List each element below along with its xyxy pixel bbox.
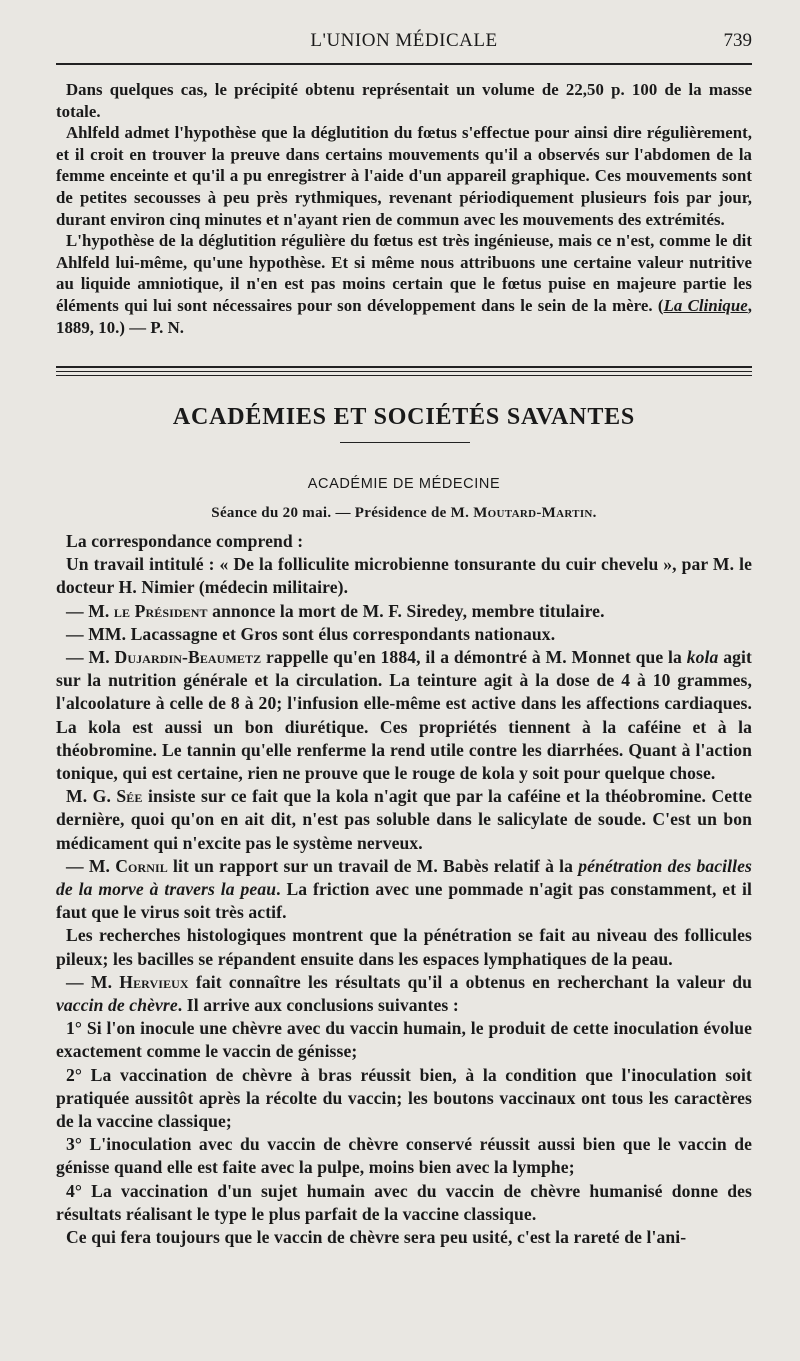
session-prefix: Séance du 20 mai. — Présidence de M.	[211, 505, 470, 521]
dujardin-text-1: rappelle qu'en 1884, il a démontré à M. Monnet que la	[261, 647, 687, 668]
citation-journal: La Clinique	[663, 295, 748, 315]
dujardin-dash: — M.	[66, 647, 115, 668]
hervieux-text-1: fait connaître les résultats qu'il a obtenus en recherchant la valeur du	[188, 971, 752, 992]
see-paragraph	[56, 785, 752, 855]
cornil-paragraph	[56, 855, 752, 925]
running-title: L'UNION MÉDICALE	[310, 30, 498, 51]
cornil-text-1: lit un rapport sur un travail de M. Babès relatif à la	[167, 855, 579, 876]
hypothese-text: L'hypothèse de la déglutition régulière du fœtus est très ingénieuse, mais ce n'est, comme le dit Ahlfeld lui-même, qu'une hypothèse. Et si même nous attribuons une certaine valeur nutritive au liquide amniotique, il n'en est pas moins certain que le fœtus puise en majeure partie les éléments qui lui sont nécessaires pour son développement dans le sein de la mère. (	[56, 231, 752, 315]
cornil-title: pénétration des bacilles de la morve à travers la peau	[56, 855, 752, 900]
dujardin-name: Dujardin-Beaumetz	[114, 647, 262, 668]
hervieux-name: Hervieux	[119, 971, 189, 992]
session-president: Moutard-Martin.	[473, 505, 597, 521]
citation-rest: , 1889, 10.) — P. N.	[56, 295, 752, 337]
hervieux-dash: — M.	[66, 971, 120, 992]
correspondance-item: Un travail intitulé : « De la folliculite microbienne tonsurante du cuir chevelu », par M. le docteur H. Nimier (médecin militaire).	[56, 554, 752, 598]
conclusion-3: 3° L'inoculation avec du vaccin de chèvre conservé réussit aussi bien que le vaccin de génisse quand elle est faite avec la pulpe, moins bien avec la lymphe;	[56, 1134, 752, 1178]
see-text: insiste sur ce fait que la kola n'agit que par la caféine et la théobromine. Cette dernière, quoi qu'on en ait dit, n'est pas soluble dans le salicylate de soude. C'est un bon médicament qui n'excite pas le système nerveux.	[56, 786, 752, 853]
session-report	[56, 530, 752, 1249]
cornil-dash: — M.	[66, 855, 116, 876]
page-number: 739	[723, 30, 752, 51]
section-rule-third	[56, 375, 752, 376]
president-announcement	[56, 600, 752, 623]
conclusion-1: 1° Si l'on inocule une chèvre avec du vaccin humain, le produit de cette inoculation évolue exactement comme le vaccin de génisse;	[56, 1018, 752, 1062]
paragraph-precipite: Dans quelques cas, le précipité obtenu représentait un volume de 22,50 p. 100 de la masse totale.	[56, 80, 752, 121]
hervieux-text-2: . Il arrive aux conclusions suivantes :	[177, 995, 459, 1016]
hervieux-paragraph	[56, 971, 752, 1017]
cornil-name: Cornil	[115, 855, 168, 876]
academy-name: ACADÉMIE DE MÉDECINE	[307, 476, 501, 492]
title-underline	[340, 442, 470, 443]
session-line	[56, 505, 752, 522]
announce-text: annonce la mort de M. F. Siredey, membre titulaire.	[207, 600, 605, 621]
see-prefix: M. G.	[66, 786, 117, 807]
paragraph-hypothese	[56, 230, 752, 338]
announce-dash: — M.	[66, 600, 114, 621]
section-rule-bottom	[56, 371, 752, 372]
dujardin-paragraph	[56, 646, 752, 785]
conclusion-4: 4° La vaccination d'un sujet humain avec du vaccin de chèvre humanisé donne des résultats réalisant le type le plus parfait de la vaccine classique.	[56, 1180, 752, 1224]
article-continuation	[56, 79, 752, 338]
see-name: Sée	[116, 786, 143, 807]
page-header	[56, 30, 752, 56]
kola-italic: kola	[686, 647, 719, 668]
section-rule-top	[56, 366, 752, 368]
correspondance-intro: La correspondance comprend :	[66, 531, 304, 551]
president-title: le Président	[113, 600, 208, 621]
paragraph-ahlfeld: Ahlfeld admet l'hypothèse que la déglutition du fœtus s'effectue pour ainsi dire régulièrement, et il croit en trouver la preuve dans certains mouvements qu'il a observés sur l'abdomen de la femme enceinte et qu'il a pu enregistrer à l'aide d'un appareil graphique. Ces mouvements sont de petites secousses à peu près rythmiques, revenant périodiquement plusieurs fois par jour, durant environ cinq minutes et n'ayant rien de commun avec les mouvements des extrémités.	[56, 123, 752, 229]
header-rule	[56, 63, 752, 65]
recherches-paragraph: Les recherches histologiques montrent que la pénétration se fait au niveau des follicules pileux; les bacilles se répandent ensuite dans les espaces lymphatiques de la peau.	[56, 925, 752, 969]
elected-correspondents: — MM. Lacassagne et Gros sont élus correspondants nationaux.	[66, 623, 556, 644]
cornil-text-2: . La friction avec une pommade n'agit pas constamment, et il faut que le virus soit très actif.	[56, 879, 752, 923]
vaccin-chevre-italic: vaccin de chèvre	[56, 995, 178, 1016]
conclusion-2: 2° La vaccination de chèvre à bras réussit bien, à la condition que l'inoculation soit pratiquée aussitôt après la récolte du vaccin; les boutons vaccinaux ont tous les caractères de la vaccine classique;	[56, 1064, 752, 1132]
dujardin-text-2: agit sur la nutrition générale et la circulation. La teinture agit à la dose de 4 à 10 grammes, l'alcoolature à celle de 8 à 20; l'infusion elle-même est active dans les affections cardiaques. La kola est aussi un bon diurétique. Ces propriétés tiennent à la caféine et à la théobromine. Le tannin qu'elle renferme la rend utile contre les diarrhées. Quant à l'action tonique, qui est certaine, rien ne prouve que le rouge de kola y soit pour quelque chose.	[56, 647, 752, 784]
section-title: ACADÉMIES ET SOCIÉTÉS SAVANTES	[172, 404, 636, 430]
final-line: Ce qui fera toujours que le vaccin de chèvre sera peu usité, c'est la rareté de l'ani-	[66, 1227, 687, 1248]
